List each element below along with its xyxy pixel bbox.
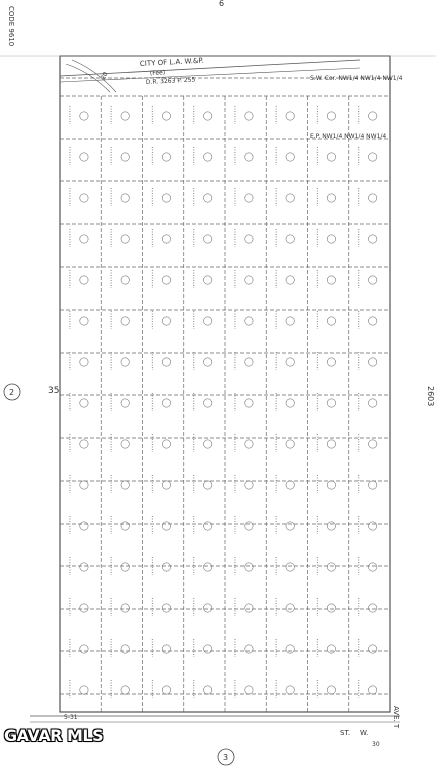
- lot-number-circle: [286, 112, 294, 120]
- lot-number-circle: [368, 563, 376, 571]
- lot-number-circle: [286, 235, 294, 243]
- lot-number-circle: [162, 276, 170, 284]
- lot-number-circle: [368, 686, 376, 694]
- lot-number-circle: [327, 112, 335, 120]
- lot-number-circle: [162, 440, 170, 448]
- lot-number-circle: [368, 604, 376, 612]
- page-marker-top: 6: [219, 0, 225, 8]
- lot-number-circle: [80, 645, 88, 653]
- lot-number-circle: [162, 481, 170, 489]
- lot-number-circle: [203, 481, 211, 489]
- page-marker-right: 2603: [426, 386, 435, 407]
- lot-number-circle: [286, 645, 294, 653]
- left-circle-number: 2: [9, 388, 15, 397]
- lot-number-circle: [121, 686, 129, 694]
- lot-number-circle: [80, 522, 88, 530]
- gavar-mls-watermark: GAVAR MLS: [4, 726, 104, 745]
- lot-number-circle: [368, 440, 376, 448]
- street-label: ST.: [340, 729, 351, 737]
- lot-number-circle: [368, 276, 376, 284]
- corner-note-top: S.W. Cor. NW1/4 NW1/4 NW1/4: [310, 75, 403, 82]
- lot-number-circle: [286, 194, 294, 202]
- lot-number-circle: [327, 276, 335, 284]
- lot-number-circle: [162, 604, 170, 612]
- lot-number-circle: [121, 604, 129, 612]
- lot-number-circle: [203, 399, 211, 407]
- lot-number-circle: [203, 604, 211, 612]
- lot-number-circle: [368, 194, 376, 202]
- lot-number-circle: [327, 686, 335, 694]
- lot-number-circle: [203, 440, 211, 448]
- lot-number-circle: [121, 645, 129, 653]
- lot-number-circle: [80, 317, 88, 325]
- lot-number-circle: [286, 317, 294, 325]
- lot-number-circle: [245, 112, 253, 120]
- lot-number-circle: [368, 645, 376, 653]
- lot-number-circle: [368, 522, 376, 530]
- lot-number-circle: [80, 276, 88, 284]
- lot-number-circle: [286, 686, 294, 694]
- lot-number-circle: [80, 153, 88, 161]
- lot-number-circle: [286, 604, 294, 612]
- lot-number-circle: [203, 276, 211, 284]
- lot-number-circle: [121, 317, 129, 325]
- lot-number-circle: [327, 440, 335, 448]
- lot-number-circle: [245, 194, 253, 202]
- lot-number-circle: [121, 481, 129, 489]
- lot-number-circle: [162, 153, 170, 161]
- lot-number-circle: [327, 235, 335, 243]
- lot-number-circle: [245, 604, 253, 612]
- avenue-label: AVE. T: [392, 706, 400, 729]
- lot-number-circle: [162, 317, 170, 325]
- lot-number-circle: [121, 235, 129, 243]
- lot-number-circle: [286, 399, 294, 407]
- deed-reference: D.R. 3263 P. 255: [145, 76, 196, 86]
- lot-number-circle: [80, 440, 88, 448]
- lot-number-circle: [286, 563, 294, 571]
- lot-number-circle: [80, 563, 88, 571]
- top-left-road-curve: [72, 60, 116, 92]
- lot-number-circle: [203, 317, 211, 325]
- bottom-small-label: 5-31: [64, 714, 78, 721]
- lot-number-circle: [245, 481, 253, 489]
- lot-number-circle: [80, 481, 88, 489]
- lot-number-circle: [80, 686, 88, 694]
- lot-number-circle: [121, 440, 129, 448]
- lot-number-circle: [286, 153, 294, 161]
- lot-number-circle: [327, 645, 335, 653]
- lot-number-circle: [121, 112, 129, 120]
- lot-number-circle: [121, 399, 129, 407]
- lot-number-circle: [286, 358, 294, 366]
- lot-number-circle: [245, 276, 253, 284]
- ref-number-left: 20: [99, 70, 110, 81]
- lot-number-circle: [203, 358, 211, 366]
- avenue-number: 30: [372, 741, 380, 748]
- lot-number-circle: [121, 153, 129, 161]
- lot-number-circle: [162, 522, 170, 530]
- section-number: 35: [48, 386, 60, 396]
- lot-number-circle: [327, 358, 335, 366]
- lot-number-circle: [327, 153, 335, 161]
- lot-number-circle: [286, 522, 294, 530]
- lot-number-circle: [327, 481, 335, 489]
- lot-number-circle: [121, 276, 129, 284]
- lot-number-circle: [121, 358, 129, 366]
- lot-number-circle: [368, 481, 376, 489]
- lot-number-circle: [245, 522, 253, 530]
- lot-number-circle: [245, 563, 253, 571]
- lot-number-circle: [245, 645, 253, 653]
- lot-number-circle: [245, 686, 253, 694]
- lot-number-circle: [327, 194, 335, 202]
- lot-number-circle: [368, 399, 376, 407]
- lot-number-circle: [162, 358, 170, 366]
- street-label-2: W.: [360, 729, 369, 737]
- lot-number-circle: [121, 194, 129, 202]
- owner-strip-sub: (Fee): [149, 69, 166, 77]
- lot-number-circle: [203, 686, 211, 694]
- lot-number-circle: [121, 522, 129, 530]
- lot-number-circle: [286, 440, 294, 448]
- lot-number-circle: [203, 112, 211, 120]
- lot-number-circle: [80, 194, 88, 202]
- lot-number-circle: [327, 399, 335, 407]
- lot-number-circle: [80, 235, 88, 243]
- lot-number-circle: [368, 153, 376, 161]
- owner-strip-label: CITY OF L.A. W.&P.: [139, 56, 204, 68]
- lot-number-circle: [286, 481, 294, 489]
- lot-number-circle: [368, 112, 376, 120]
- lot-number-circle: [286, 276, 294, 284]
- lot-number-circle: [327, 522, 335, 530]
- lot-number-circle: [203, 153, 211, 161]
- lot-number-circle: [162, 563, 170, 571]
- lot-number-circle: [368, 235, 376, 243]
- lot-number-circle: [327, 604, 335, 612]
- lot-number-circle: [245, 235, 253, 243]
- lot-number-circle: [162, 399, 170, 407]
- lot-number-circle: [203, 235, 211, 243]
- bottom-circle-number: 3: [223, 753, 229, 762]
- lot-number-circle: [245, 153, 253, 161]
- lot-number-circle: [80, 358, 88, 366]
- lot-number-circle: [80, 112, 88, 120]
- lot-grid: [60, 78, 390, 712]
- corner-note-mid: E.P. NW1/4 NW1/4 NW1/4: [310, 133, 387, 140]
- lot-number-circle: [245, 358, 253, 366]
- lot-number-circle: [80, 604, 88, 612]
- lot-number-circle: [203, 563, 211, 571]
- lot-number-circle: [245, 317, 253, 325]
- lot-number-circle: [245, 399, 253, 407]
- lot-number-circle: [368, 317, 376, 325]
- lot-number-circle: [121, 563, 129, 571]
- lot-number-circle: [162, 112, 170, 120]
- lot-number-circle: [162, 194, 170, 202]
- lot-number-circle: [80, 399, 88, 407]
- lot-number-circle: [162, 235, 170, 243]
- lot-number-circle: [245, 440, 253, 448]
- lot-number-circle: [203, 522, 211, 530]
- code-label: CODE 9610: [7, 6, 15, 47]
- lot-number-circle: [368, 358, 376, 366]
- lot-number-circle: [162, 645, 170, 653]
- lot-number-circle: [162, 686, 170, 694]
- lot-number-circle: [203, 645, 211, 653]
- lot-number-circle: [203, 194, 211, 202]
- lot-number-circle: [327, 317, 335, 325]
- lot-number-circle: [327, 563, 335, 571]
